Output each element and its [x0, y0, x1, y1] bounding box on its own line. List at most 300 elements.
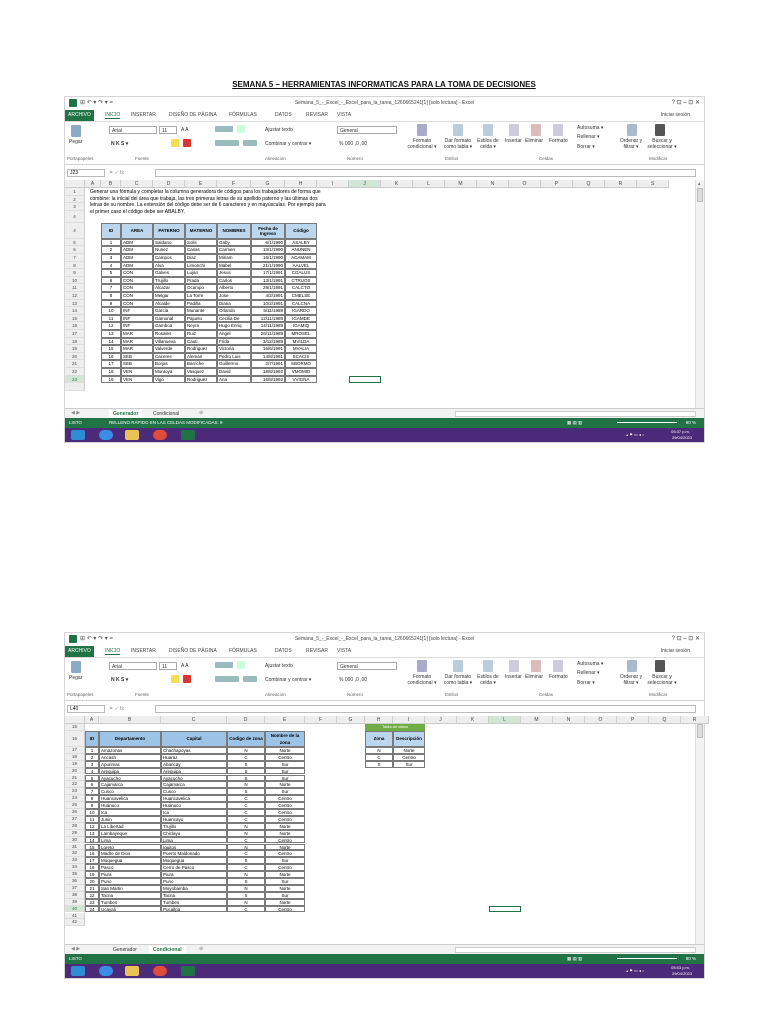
table-cell: Jesus: [217, 269, 251, 277]
table-header-3: Codigo de zona: [227, 731, 265, 747]
orientation-icon[interactable]: [237, 125, 245, 133]
table-cell: 10/2/1991: [251, 300, 285, 308]
row-header[interactable]: 12: [65, 292, 85, 300]
tab-inicio[interactable]: INICIO: [105, 112, 121, 118]
spreadsheet-grid: [65, 180, 695, 408]
row-header[interactable]: 32: [65, 850, 85, 857]
column-header-o[interactable]: O: [509, 180, 541, 188]
tray-icons: ▴ ⚑ ▭ ◂ ♪: [626, 432, 644, 437]
insert-cells-icon[interactable]: [509, 124, 519, 136]
format-cells-icon[interactable]: [553, 660, 563, 672]
row-header[interactable]: 16: [65, 731, 85, 747]
table-cell: CON: [121, 277, 153, 285]
font-style-buttons[interactable]: N K S ▾: [111, 141, 129, 147]
table-cell: Chiclayo: [161, 830, 227, 837]
column-header-q[interactable]: Q: [649, 716, 681, 724]
sort-filter-button[interactable]: Ordenar y filtrar ▾: [619, 138, 643, 150]
wrap-text-button[interactable]: Ajustar texto: [265, 663, 293, 669]
table-cell: Cauti: [185, 338, 217, 346]
table-cell: C: [227, 864, 265, 871]
row-header[interactable]: 26: [65, 809, 85, 816]
row-header[interactable]: 14: [65, 307, 85, 315]
horizontal-scrollbar[interactable]: [455, 411, 696, 417]
paste-icon[interactable]: [71, 661, 81, 673]
column-header-a[interactable]: A: [85, 180, 101, 188]
table-cell: Puerto Maldonado: [161, 850, 227, 857]
column-header-h[interactable]: H: [365, 716, 393, 724]
table-cell: 21/1/1990: [251, 262, 285, 270]
tab-fórmulas[interactable]: FÓRMULAS: [229, 648, 257, 654]
format-as-table-button[interactable]: Dar formato como tabla ▾: [443, 138, 473, 150]
row-header[interactable]: 30: [65, 837, 85, 844]
column-header-q[interactable]: Q: [573, 180, 605, 188]
tab-insertar[interactable]: INSERTAR: [131, 112, 156, 118]
insert-cells-icon[interactable]: [509, 660, 519, 672]
table-cell: ADM: [121, 254, 153, 262]
tab-vista[interactable]: VISTA: [337, 112, 352, 118]
column-header-j[interactable]: J: [425, 716, 457, 724]
select-all-corner[interactable]: [65, 180, 85, 188]
conditional-format-button[interactable]: Formato condicional ▾: [407, 138, 437, 150]
conditional-format-button[interactable]: Formato condicional ▾: [407, 674, 437, 686]
column-header-l[interactable]: L: [413, 180, 445, 188]
table-cell: N: [227, 899, 265, 906]
row-header[interactable]: 34: [65, 864, 85, 871]
cell-styles-button[interactable]: Estilos de celda ▾: [477, 138, 499, 150]
cell-styles-icon[interactable]: [483, 660, 493, 672]
column-header-c[interactable]: C: [121, 180, 153, 188]
column-header-e[interactable]: E: [185, 180, 217, 188]
formula-bar-buttons[interactable]: ✕ ✓ fx: [109, 706, 125, 712]
row-header[interactable]: 4: [65, 223, 85, 239]
merge-center-button[interactable]: Combinar y centrar ▾: [265, 141, 312, 147]
autosum-button[interactable]: Autosuma ▾: [577, 125, 604, 131]
row-header[interactable]: 20: [65, 353, 85, 361]
table-cell: Villanueva: [153, 338, 185, 346]
font-color-icon[interactable]: [183, 675, 191, 683]
table-cell: INF: [121, 315, 153, 323]
column-header-p[interactable]: P: [617, 716, 649, 724]
column-header-n[interactable]: N: [553, 716, 585, 724]
sheet-nav-arrows[interactable]: ◀ ▶: [71, 946, 81, 952]
sheet-tab-condicional[interactable]: Condicional: [149, 946, 186, 955]
taskbar-date: 29/04/2023: [671, 435, 692, 440]
delete-cells-icon[interactable]: [531, 660, 541, 672]
row-header[interactable]: 38: [65, 892, 85, 899]
row-header[interactable]: 17: [65, 747, 85, 754]
column-header-k[interactable]: K: [381, 180, 413, 188]
number-format-value: General: [340, 664, 358, 670]
wrap-text-button[interactable]: Ajustar texto: [265, 127, 293, 133]
column-header-s[interactable]: S: [637, 180, 669, 188]
tab-datos[interactable]: DATOS: [275, 648, 292, 654]
vertical-scrollbar[interactable]: [695, 180, 704, 408]
ribbon-group-label: Celdas: [539, 692, 554, 697]
column-header-g[interactable]: G: [251, 180, 285, 188]
title-bar: [65, 633, 704, 646]
chrome-icon[interactable]: [153, 966, 167, 976]
number-format-buttons[interactable]: % 000 ,0 ,00: [339, 677, 368, 683]
align-top-icon[interactable]: [215, 126, 233, 132]
table-cell: Vasquez: [185, 368, 217, 376]
font-size-value: 11: [162, 128, 168, 134]
column-header-m[interactable]: M: [445, 180, 477, 188]
column-header-j[interactable]: J: [349, 180, 381, 188]
format-cells-icon[interactable]: [553, 124, 563, 136]
row-header[interactable]: 17: [65, 330, 85, 338]
row-header[interactable]: 22: [65, 368, 85, 376]
table-cell: Sur: [265, 892, 305, 899]
conditional-format-icon[interactable]: [417, 660, 427, 672]
window-controls[interactable]: ? ⊡ – ⊡ ✕: [671, 100, 700, 106]
table-cell: Centro: [265, 906, 305, 913]
row-header[interactable]: 33: [65, 857, 85, 864]
row-header[interactable]: 3: [65, 203, 85, 211]
column-header-i[interactable]: I: [393, 716, 425, 724]
font-color-icon[interactable]: [183, 139, 191, 147]
row-header[interactable]: 37: [65, 885, 85, 892]
ribbon-tabs: [65, 646, 704, 657]
row-header[interactable]: 29: [65, 830, 85, 837]
table-cell: ANUNEN: [285, 246, 317, 254]
table-cell: 18: [101, 368, 121, 376]
table-cell: Centro: [265, 864, 305, 871]
view-buttons[interactable]: ▦ ▤ ▥: [567, 420, 583, 425]
vertical-scrollbar[interactable]: [695, 716, 704, 944]
scroll-thumb[interactable]: [697, 188, 703, 202]
table-cell: SCACIS: [285, 353, 317, 361]
table-cell: 16/6/1991: [251, 345, 285, 353]
find-select-icon[interactable]: [655, 124, 665, 136]
column-header-r[interactable]: R: [681, 716, 709, 724]
table-header-1: Departamento: [99, 731, 161, 747]
table-cell: Ayacucho: [99, 775, 161, 782]
row-header[interactable]: 28: [65, 823, 85, 830]
formula-input[interactable]: [155, 705, 696, 713]
active-cell-j23[interactable]: [349, 376, 381, 384]
add-sheet-button[interactable]: ⊕: [199, 410, 204, 416]
row-header[interactable]: 18: [65, 338, 85, 346]
table-cell: VVIGNA: [285, 376, 317, 384]
windows-start-icon[interactable]: [71, 430, 85, 440]
column-header-o[interactable]: O: [585, 716, 617, 724]
row-header[interactable]: 19: [65, 345, 85, 353]
grow-shrink-font-buttons[interactable]: A A: [181, 663, 189, 669]
view-buttons[interactable]: ▦ ▤ ▥: [567, 956, 583, 961]
table-cell: VEN: [121, 376, 153, 384]
formula-input[interactable]: [155, 169, 696, 177]
table-cell: Sur: [265, 775, 305, 782]
column-header-r[interactable]: R: [605, 180, 637, 188]
row-header[interactable]: 1: [65, 188, 85, 196]
row-header[interactable]: 21: [65, 360, 85, 368]
row-header[interactable]: 36: [65, 878, 85, 885]
table-cell: Borjas: [153, 360, 185, 368]
sort-filter-button[interactable]: Ordenar y filtrar ▾: [619, 674, 643, 686]
column-header-c[interactable]: C: [161, 716, 227, 724]
tab-archivo[interactable]: ARCHIVO: [65, 646, 94, 657]
table-header-1: AREA: [121, 223, 153, 239]
row-header[interactable]: 39: [65, 899, 85, 906]
find-select-button[interactable]: Buscar y seleccionar ▾: [647, 674, 677, 686]
row-header[interactable]: 15: [65, 315, 85, 323]
file-explorer-icon[interactable]: [125, 430, 139, 440]
name-box[interactable]: L40: [67, 705, 105, 713]
font-name-box[interactable]: [109, 126, 157, 134]
select-all-corner[interactable]: [65, 716, 85, 724]
table-cell: AALVEL: [285, 262, 317, 270]
row-header[interactable]: 40: [65, 906, 85, 913]
tab-diseño-de-página[interactable]: DISEÑO DE PÁGINA: [169, 112, 217, 118]
row-header[interactable]: 8: [65, 262, 85, 270]
column-header-d[interactable]: D: [153, 180, 185, 188]
tab-archivo[interactable]: ARCHIVO: [65, 110, 94, 121]
table-cell: Iquitos: [161, 844, 227, 851]
row-header[interactable]: 16: [65, 322, 85, 330]
window-controls[interactable]: ? ⊡ – ⊡ ✕: [671, 636, 700, 642]
column-header-f[interactable]: F: [305, 716, 337, 724]
table-cell: Carmen: [217, 246, 251, 254]
tab-diseño-de-página[interactable]: DISEÑO DE PÁGINA: [169, 648, 217, 654]
delete-cells-button[interactable]: Eliminar: [525, 674, 544, 680]
delete-cells-button[interactable]: Eliminar: [525, 138, 544, 144]
row-header[interactable]: 10: [65, 277, 85, 285]
chrome-icon[interactable]: [153, 430, 167, 440]
table-cell: 2: [85, 754, 99, 761]
table-cell: 15: [101, 345, 121, 353]
clear-button[interactable]: Borrar ▾: [577, 144, 595, 150]
format-as-table-button[interactable]: Dar formato como tabla ▾: [443, 674, 473, 686]
tab-vista[interactable]: VISTA: [337, 648, 352, 654]
zone-table-header-1: Descripción: [393, 731, 425, 747]
find-select-icon[interactable]: [655, 660, 665, 672]
excel-screenshot-generador: [64, 96, 705, 443]
number-format-box[interactable]: [337, 126, 397, 134]
file-explorer-icon[interactable]: [125, 966, 139, 976]
tab-revisar[interactable]: REVISAR: [306, 112, 328, 118]
column-header-b[interactable]: B: [101, 180, 121, 188]
font-name-box[interactable]: [109, 662, 157, 670]
table-cell: CALCTO: [285, 284, 317, 292]
table-cell: Sur: [265, 788, 305, 795]
table-cell: Centro: [265, 837, 305, 844]
table-cell: Ruiz: [185, 330, 217, 338]
format-table-icon[interactable]: [453, 124, 463, 136]
format-table-icon[interactable]: [453, 660, 463, 672]
table-cell: Carlos: [217, 277, 251, 285]
row-header[interactable]: 22: [65, 781, 85, 788]
row-header[interactable]: 23: [65, 788, 85, 795]
horizontal-scrollbar[interactable]: [455, 947, 696, 953]
sheet-tab-generador[interactable]: Generador: [109, 410, 142, 419]
table-cell: 7: [85, 788, 99, 795]
table-cell: Loreto: [99, 844, 161, 851]
format-cells-button[interactable]: Formato: [549, 138, 568, 144]
windows-start-icon[interactable]: [71, 966, 85, 976]
column-header-b[interactable]: B: [99, 716, 161, 724]
excel-taskbar-icon[interactable]: [181, 966, 195, 976]
table-cell: La Libertad: [99, 823, 161, 830]
table-cell: Jose: [217, 292, 251, 300]
font-size-box[interactable]: [159, 126, 177, 134]
zoom-slider[interactable]: [617, 422, 677, 423]
delete-cells-icon[interactable]: [531, 124, 541, 136]
row-header[interactable]: 15: [65, 724, 85, 731]
row-header[interactable]: 2: [65, 196, 85, 204]
row-header[interactable]: 6: [65, 246, 85, 254]
column-header-g[interactable]: G: [337, 716, 365, 724]
row-header[interactable]: 5: [65, 239, 85, 247]
taskbar: [65, 428, 704, 442]
row-header[interactable]: 21: [65, 775, 85, 782]
name-box[interactable]: J23: [67, 169, 105, 177]
fill-button[interactable]: Rellenar ▾: [577, 670, 600, 676]
format-cells-button[interactable]: Formato: [549, 674, 568, 680]
quick-access-toolbar[interactable]: ⊞ ↶ ▾ ↷ ▾ =: [80, 100, 113, 106]
tab-fórmulas[interactable]: FÓRMULAS: [229, 112, 257, 118]
column-header-f[interactable]: F: [217, 180, 251, 188]
column-header-p[interactable]: P: [541, 180, 573, 188]
row-header[interactable]: 18: [65, 754, 85, 761]
table-cell: C: [227, 837, 265, 844]
fill-color-icon[interactable]: [171, 675, 179, 683]
zone-table-cell: S: [365, 761, 393, 768]
number-format-buttons[interactable]: % 000 ,0 ,00: [339, 141, 368, 147]
table-cell: Valverde: [153, 345, 185, 353]
row-header[interactable]: 4: [65, 211, 85, 223]
tab-inicio[interactable]: INICIO: [105, 648, 121, 654]
excel-screenshot-condicional: [64, 632, 705, 979]
ribbon-group-label: Celdas: [539, 156, 554, 161]
signin-link[interactable]: Iniciar sesión: [660, 112, 690, 118]
row-header[interactable]: 31: [65, 844, 85, 851]
quick-access-toolbar[interactable]: ⊞ ↶ ▾ ↷ ▾ =: [80, 636, 113, 642]
row-header[interactable]: 27: [65, 816, 85, 823]
column-header-k[interactable]: K: [457, 716, 489, 724]
merge-center-button[interactable]: Combinar y centrar ▾: [265, 677, 312, 683]
row-header[interactable]: 25: [65, 802, 85, 809]
insert-cells-button[interactable]: Insertar: [505, 138, 522, 144]
grow-shrink-font-buttons[interactable]: A A: [181, 127, 189, 133]
indent-icon[interactable]: [243, 140, 257, 146]
ribbon-group-label: Número: [347, 692, 364, 697]
autosum-button[interactable]: Autosuma ▾: [577, 661, 604, 667]
cell-styles-button[interactable]: Estilos de celda ▾: [477, 674, 499, 686]
active-cell-l40[interactable]: [489, 906, 521, 913]
zoom-slider[interactable]: [617, 958, 677, 959]
ribbon-group-label: Fuente: [135, 692, 150, 697]
signin-link[interactable]: Iniciar sesión: [660, 648, 690, 654]
row-header[interactable]: 9: [65, 269, 85, 277]
column-header-n[interactable]: N: [477, 180, 509, 188]
fill-color-icon[interactable]: [171, 139, 179, 147]
sort-filter-icon[interactable]: [627, 124, 637, 136]
font-size-box[interactable]: [159, 662, 177, 670]
table-cell: 3: [85, 761, 99, 768]
tab-datos[interactable]: DATOS: [275, 112, 292, 118]
column-header-i[interactable]: I: [317, 180, 349, 188]
document-title: SEMANA 5 – HERRAMIENTAS INFORMATICAS PARA LA TOMA DE DECISIONES: [232, 80, 536, 89]
tab-revisar[interactable]: REVISAR: [306, 648, 328, 654]
indent-icon[interactable]: [243, 676, 257, 682]
table-cell: Lujan: [185, 269, 217, 277]
table-cell: 20: [85, 878, 99, 885]
scroll-up-icon[interactable]: ▲: [697, 181, 702, 186]
sheet-nav-arrows[interactable]: ◀ ▶: [71, 410, 81, 416]
table-cell: Alcalde: [153, 300, 185, 308]
table-cell: Miriam: [217, 254, 251, 262]
column-header-a[interactable]: A: [85, 716, 99, 724]
table-cell: Neyra: [185, 322, 217, 330]
row-header[interactable]: [65, 383, 85, 391]
tab-insertar[interactable]: INSERTAR: [131, 648, 156, 654]
sheet-tab-generador[interactable]: Generador: [113, 947, 137, 953]
table-cell: Trujillo: [161, 823, 227, 830]
row-header[interactable]: 11: [65, 284, 85, 292]
column-header-m[interactable]: M: [521, 716, 553, 724]
spreadsheet-grid: [65, 716, 695, 944]
formula-bar-buttons[interactable]: ✕ ✓ fx: [109, 170, 125, 176]
column-header-l[interactable]: L: [489, 716, 521, 724]
internet-explorer-icon[interactable]: [99, 966, 113, 976]
align-left-icon[interactable]: [215, 676, 239, 682]
paste-label[interactable]: Pegar: [69, 675, 83, 681]
table-cell: 13: [85, 830, 99, 837]
row-header[interactable]: 13: [65, 300, 85, 308]
column-header-h[interactable]: H: [285, 180, 317, 188]
row-header[interactable]: 35: [65, 871, 85, 878]
column-header-e[interactable]: E: [265, 716, 305, 724]
conditional-format-icon[interactable]: [417, 124, 427, 136]
internet-explorer-icon[interactable]: [99, 430, 113, 440]
row-header[interactable]: 41: [65, 913, 85, 920]
row-header[interactable]: 23: [65, 376, 85, 384]
excel-taskbar-icon[interactable]: [181, 430, 195, 440]
column-header-d[interactable]: D: [227, 716, 265, 724]
row-header[interactable]: 24: [65, 795, 85, 802]
sheet-tab-condicional[interactable]: Condicional: [153, 411, 180, 417]
table-cell: Huánuco: [161, 802, 227, 809]
table-cell: Padilla: [185, 300, 217, 308]
number-format-box[interactable]: [337, 662, 397, 670]
table-cell: ADM: [121, 239, 153, 247]
add-sheet-button[interactable]: ⊕: [199, 946, 204, 952]
paste-icon[interactable]: [71, 125, 81, 137]
cell-styles-icon[interactable]: [483, 124, 493, 136]
sort-filter-icon[interactable]: [627, 660, 637, 672]
table-cell: C: [227, 802, 265, 809]
insert-cells-button[interactable]: Insertar: [505, 674, 522, 680]
row-header[interactable]: 42: [65, 919, 85, 926]
clear-button[interactable]: Borrar ▾: [577, 680, 595, 686]
table-cell: VMOMID: [285, 368, 317, 376]
font-style-buttons[interactable]: N K S ▾: [111, 677, 129, 683]
align-left-icon[interactable]: [215, 140, 239, 146]
find-select-button[interactable]: Buscar y seleccionar ▾: [647, 138, 677, 150]
table-cell: Limonchi: [185, 262, 217, 270]
row-header[interactable]: 20: [65, 768, 85, 775]
align-top-icon[interactable]: [215, 662, 233, 668]
table-cell: 1: [101, 239, 121, 247]
scroll-thumb[interactable]: [697, 724, 703, 738]
paste-label[interactable]: Pegar: [69, 139, 83, 145]
orientation-icon[interactable]: [237, 661, 245, 669]
fill-button[interactable]: Rellenar ▾: [577, 134, 600, 140]
table-cell: 29/1/1991: [251, 284, 285, 292]
table-cell: CALCNA: [285, 300, 317, 308]
row-header[interactable]: 19: [65, 761, 85, 768]
row-header[interactable]: 7: [65, 254, 85, 262]
